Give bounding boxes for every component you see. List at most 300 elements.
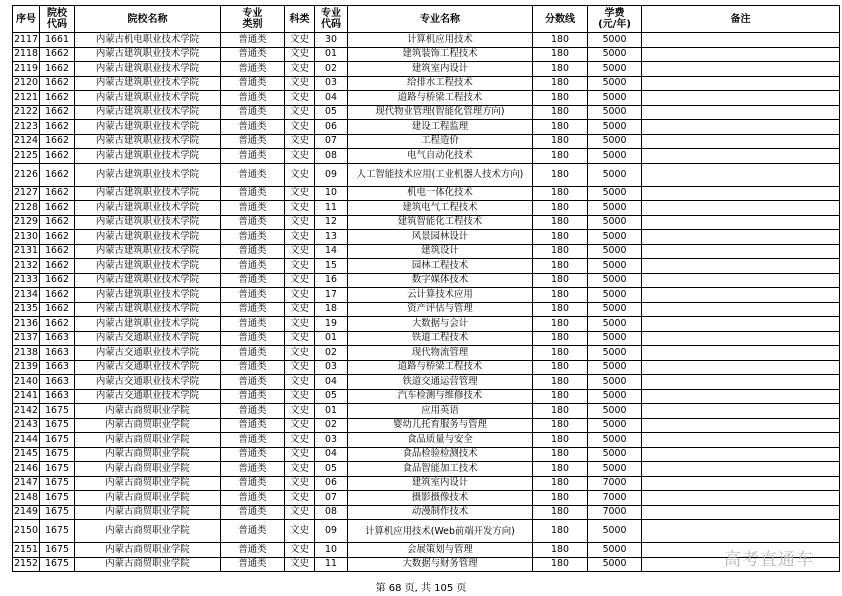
cell-major-name: 应用英语 [348, 404, 533, 419]
cell-school-code: 1662 [40, 302, 75, 317]
cell-cutoff: 180 [533, 491, 588, 506]
cell-remarks [642, 120, 840, 135]
cell-remarks [642, 462, 840, 477]
cell-seq: 2133 [13, 273, 40, 288]
cell-school-code: 1662 [40, 244, 75, 259]
cell-major-type: 普通类 [221, 317, 285, 332]
cell-subject: 文史 [285, 76, 315, 91]
cell-major-code: 02 [315, 62, 348, 77]
table-row [13, 433, 840, 448]
cell-school-code: 1663 [40, 360, 75, 375]
admission-table [12, 5, 840, 572]
cell-school-code: 1675 [40, 491, 75, 506]
cell-subject: 文史 [285, 186, 315, 201]
cell-seq: 2126 [13, 163, 40, 186]
cell-remarks [642, 47, 840, 62]
cell-major-code: 09 [315, 520, 348, 543]
cell-school-name: 内蒙古商贸职业学院 [75, 557, 221, 572]
cell-subject: 文史 [285, 476, 315, 491]
cell-major-name: 摄影摄像技术 [348, 491, 533, 506]
cell-remarks [642, 317, 840, 332]
cell-tuition: 5000 [588, 186, 642, 201]
cell-major-code: 04 [315, 375, 348, 390]
cell-tuition: 5000 [588, 230, 642, 245]
cell-school-name: 内蒙古交通职业技术学院 [75, 375, 221, 390]
cell-school-code: 1661 [40, 33, 75, 48]
cell-cutoff: 180 [533, 346, 588, 361]
cell-remarks [642, 520, 840, 543]
cell-major-code: 03 [315, 433, 348, 448]
cell-cutoff: 180 [533, 259, 588, 274]
cell-school-name: 内蒙古建筑职业技术学院 [75, 120, 221, 135]
cell-school-name: 内蒙古建筑职业技术学院 [75, 244, 221, 259]
table-body [13, 33, 840, 572]
cell-school-name: 内蒙古商贸职业学院 [75, 543, 221, 558]
cell-major-code: 11 [315, 557, 348, 572]
cell-school-name: 内蒙古交通职业技术学院 [75, 360, 221, 375]
cell-major-type: 普通类 [221, 476, 285, 491]
cell-major-name: 道路与桥梁工程技术 [348, 91, 533, 106]
cell-tuition: 5000 [588, 62, 642, 77]
cell-tuition: 7000 [588, 491, 642, 506]
table-row [13, 360, 840, 375]
cell-subject: 文史 [285, 520, 315, 543]
cell-school-name: 内蒙古建筑职业技术学院 [75, 91, 221, 106]
cell-seq: 2119 [13, 62, 40, 77]
cell-remarks [642, 346, 840, 361]
cell-school-name: 内蒙古机电职业技术学院 [75, 33, 221, 48]
cell-major-type: 普通类 [221, 201, 285, 216]
table-row [13, 244, 840, 259]
cell-subject: 文史 [285, 404, 315, 419]
cell-major-name: 资产评估与管理 [348, 302, 533, 317]
cell-tuition: 5000 [588, 447, 642, 462]
cell-school-code: 1675 [40, 418, 75, 433]
cell-seq: 2138 [13, 346, 40, 361]
cell-school-code: 1662 [40, 186, 75, 201]
cell-major-code: 05 [315, 105, 348, 120]
cell-major-type: 普通类 [221, 33, 285, 48]
cell-cutoff: 180 [533, 557, 588, 572]
header-cell-cutoff: 分数线 [533, 6, 588, 33]
table-row [13, 215, 840, 230]
cell-school-code: 1662 [40, 288, 75, 303]
cell-cutoff: 180 [533, 120, 588, 135]
cell-cutoff: 180 [533, 317, 588, 332]
cell-school-code: 1662 [40, 215, 75, 230]
cell-seq: 2144 [13, 433, 40, 448]
cell-tuition: 5000 [588, 389, 642, 404]
cell-major-name: 现代物业管理(智能化管理方向) [348, 105, 533, 120]
cell-major-name: 工程造价 [348, 134, 533, 149]
cell-subject: 文史 [285, 47, 315, 62]
cell-school-name: 内蒙古建筑职业技术学院 [75, 134, 221, 149]
cell-major-code: 15 [315, 259, 348, 274]
cell-major-code: 04 [315, 91, 348, 106]
cell-school-name: 内蒙古建筑职业技术学院 [75, 62, 221, 77]
cell-remarks [642, 331, 840, 346]
cell-major-type: 普通类 [221, 288, 285, 303]
cell-school-code: 1662 [40, 47, 75, 62]
cell-tuition: 5000 [588, 134, 642, 149]
cell-major-name: 食品质量与安全 [348, 433, 533, 448]
table-row [13, 76, 840, 91]
cell-tuition: 5000 [588, 433, 642, 448]
cell-cutoff: 180 [533, 62, 588, 77]
cell-major-type: 普通类 [221, 505, 285, 520]
table-row [13, 105, 840, 120]
table-row [13, 331, 840, 346]
cell-seq: 2151 [13, 543, 40, 558]
cell-major-code: 04 [315, 447, 348, 462]
cell-seq: 2139 [13, 360, 40, 375]
cell-tuition: 5000 [588, 375, 642, 390]
cell-major-type: 普通类 [221, 105, 285, 120]
cell-school-code: 1663 [40, 346, 75, 361]
cell-major-type: 普通类 [221, 186, 285, 201]
cell-major-name: 电气自动化技术 [348, 149, 533, 164]
cell-tuition: 5000 [588, 33, 642, 48]
cell-seq: 2145 [13, 447, 40, 462]
cell-cutoff: 180 [533, 244, 588, 259]
cell-major-name: 动漫制作技术 [348, 505, 533, 520]
cell-school-code: 1662 [40, 76, 75, 91]
cell-seq: 2140 [13, 375, 40, 390]
cell-major-name: 食品检验检测技术 [348, 447, 533, 462]
cell-major-code: 18 [315, 302, 348, 317]
document-page [12, 5, 839, 572]
cell-cutoff: 180 [533, 47, 588, 62]
cell-cutoff: 180 [533, 433, 588, 448]
cell-major-code: 19 [315, 317, 348, 332]
cell-seq: 2130 [13, 230, 40, 245]
cell-major-name: 建筑室内设计 [348, 476, 533, 491]
cell-major-code: 09 [315, 163, 348, 186]
cell-subject: 文史 [285, 389, 315, 404]
cell-tuition: 5000 [588, 331, 642, 346]
cell-school-code: 1662 [40, 273, 75, 288]
cell-cutoff: 180 [533, 462, 588, 477]
header-cell-school-name: 院校名称 [75, 6, 221, 33]
cell-tuition: 5000 [588, 520, 642, 543]
cell-school-name: 内蒙古商贸职业学院 [75, 520, 221, 543]
cell-major-type: 普通类 [221, 346, 285, 361]
table-header-row [13, 6, 840, 33]
cell-school-code: 1662 [40, 259, 75, 274]
cell-subject: 文史 [285, 134, 315, 149]
cell-cutoff: 180 [533, 230, 588, 245]
cell-seq: 2134 [13, 288, 40, 303]
cell-major-name: 会展策划与管理 [348, 543, 533, 558]
table-row [13, 91, 840, 106]
cell-remarks [642, 360, 840, 375]
cell-major-type: 普通类 [221, 215, 285, 230]
cell-subject: 文史 [285, 462, 315, 477]
cell-major-code: 12 [315, 215, 348, 230]
cell-major-name: 建筑设计 [348, 244, 533, 259]
table-row [13, 120, 840, 135]
cell-major-type: 普通类 [221, 120, 285, 135]
cell-major-type: 普通类 [221, 244, 285, 259]
cell-major-name: 大数据与财务管理 [348, 557, 533, 572]
cell-remarks [642, 505, 840, 520]
table-row [13, 186, 840, 201]
page-footer: 第 68 页, 共 105 页 [375, 583, 467, 594]
cell-school-code: 1662 [40, 134, 75, 149]
cell-school-code: 1662 [40, 91, 75, 106]
cell-tuition: 5000 [588, 120, 642, 135]
cell-remarks [642, 447, 840, 462]
cell-subject: 文史 [285, 505, 315, 520]
cell-major-code: 17 [315, 288, 348, 303]
cell-seq: 2123 [13, 120, 40, 135]
cell-subject: 文史 [285, 331, 315, 346]
cell-cutoff: 180 [533, 33, 588, 48]
cell-cutoff: 180 [533, 186, 588, 201]
cell-subject: 文史 [285, 491, 315, 506]
cell-major-name: 人工智能技术应用(工业机器人技术方向) [348, 163, 533, 186]
header-cell-remarks: 备注 [642, 6, 840, 33]
cell-major-type: 普通类 [221, 389, 285, 404]
cell-major-name: 婴幼儿托育服务与管理 [348, 418, 533, 433]
cell-cutoff: 180 [533, 543, 588, 558]
cell-major-code: 13 [315, 230, 348, 245]
cell-major-code: 01 [315, 47, 348, 62]
cell-school-code: 1662 [40, 120, 75, 135]
cell-school-code: 1662 [40, 230, 75, 245]
cell-subject: 文史 [285, 302, 315, 317]
table-row [13, 317, 840, 332]
cell-major-code: 08 [315, 505, 348, 520]
cell-seq: 2148 [13, 491, 40, 506]
cell-tuition: 5000 [588, 259, 642, 274]
cell-major-type: 普通类 [221, 543, 285, 558]
cell-subject: 文史 [285, 375, 315, 390]
cell-school-name: 内蒙古建筑职业技术学院 [75, 288, 221, 303]
cell-major-name: 建筑智能化工程技术 [348, 215, 533, 230]
cell-major-name: 食品智能加工技术 [348, 462, 533, 477]
cell-major-code: 06 [315, 120, 348, 135]
cell-seq: 2117 [13, 33, 40, 48]
cell-subject: 文史 [285, 163, 315, 186]
cell-tuition: 5000 [588, 288, 642, 303]
cell-major-type: 普通类 [221, 163, 285, 186]
cell-major-type: 普通类 [221, 230, 285, 245]
header-cell-tuition: 学费 (元/年) [588, 6, 642, 33]
cell-school-code: 1663 [40, 331, 75, 346]
cell-remarks [642, 201, 840, 216]
cell-seq: 2141 [13, 389, 40, 404]
cell-major-type: 普通类 [221, 360, 285, 375]
cell-school-name: 内蒙古商贸职业学院 [75, 418, 221, 433]
table-row [13, 491, 840, 506]
cell-remarks [642, 230, 840, 245]
cell-major-code: 03 [315, 360, 348, 375]
cell-major-code: 06 [315, 476, 348, 491]
table-row [13, 557, 840, 572]
cell-cutoff: 180 [533, 389, 588, 404]
table-row [13, 201, 840, 216]
cell-school-name: 内蒙古交通职业技术学院 [75, 331, 221, 346]
cell-remarks [642, 33, 840, 48]
cell-school-name: 内蒙古商贸职业学院 [75, 491, 221, 506]
cell-seq: 2128 [13, 201, 40, 216]
cell-seq: 2136 [13, 317, 40, 332]
cell-cutoff: 180 [533, 418, 588, 433]
cell-remarks [642, 163, 840, 186]
cell-school-code: 1662 [40, 317, 75, 332]
cell-major-code: 07 [315, 491, 348, 506]
table-row [13, 302, 840, 317]
cell-major-type: 普通类 [221, 273, 285, 288]
cell-school-name: 内蒙古建筑职业技术学院 [75, 47, 221, 62]
cell-tuition: 5000 [588, 302, 642, 317]
cell-remarks [642, 134, 840, 149]
cell-subject: 文史 [285, 149, 315, 164]
table-row [13, 389, 840, 404]
cell-tuition: 5000 [588, 244, 642, 259]
cell-seq: 2122 [13, 105, 40, 120]
cell-major-type: 普通类 [221, 134, 285, 149]
cell-subject: 文史 [285, 447, 315, 462]
cell-remarks [642, 149, 840, 164]
cell-remarks [642, 244, 840, 259]
table-row [13, 375, 840, 390]
cell-subject: 文史 [285, 543, 315, 558]
table-row [13, 520, 840, 543]
cell-cutoff: 180 [533, 302, 588, 317]
cell-school-name: 内蒙古交通职业技术学院 [75, 346, 221, 361]
cell-seq: 2118 [13, 47, 40, 62]
cell-seq: 2150 [13, 520, 40, 543]
cell-tuition: 5000 [588, 149, 642, 164]
cell-school-code: 1675 [40, 520, 75, 543]
cell-school-name: 内蒙古商贸职业学院 [75, 433, 221, 448]
cell-remarks [642, 491, 840, 506]
cell-cutoff: 180 [533, 91, 588, 106]
cell-major-type: 普通类 [221, 375, 285, 390]
cell-subject: 文史 [285, 215, 315, 230]
cell-school-name: 内蒙古商贸职业学院 [75, 447, 221, 462]
cell-major-type: 普通类 [221, 520, 285, 543]
cell-school-code: 1662 [40, 105, 75, 120]
cell-tuition: 5000 [588, 76, 642, 91]
cell-tuition: 5000 [588, 201, 642, 216]
cell-major-type: 普通类 [221, 433, 285, 448]
table-row [13, 149, 840, 164]
cell-major-type: 普通类 [221, 302, 285, 317]
cell-major-code: 01 [315, 331, 348, 346]
cell-tuition: 5000 [588, 418, 642, 433]
cell-tuition: 7000 [588, 505, 642, 520]
cell-remarks [642, 62, 840, 77]
cell-subject: 文史 [285, 244, 315, 259]
cell-seq: 2143 [13, 418, 40, 433]
cell-school-code: 1675 [40, 404, 75, 419]
cell-seq: 2120 [13, 76, 40, 91]
cell-major-name: 汽车检测与维修技术 [348, 389, 533, 404]
cell-seq: 2124 [13, 134, 40, 149]
table-row [13, 259, 840, 274]
cell-school-name: 内蒙古建筑职业技术学院 [75, 105, 221, 120]
cell-seq: 2135 [13, 302, 40, 317]
header-cell-subject: 科类 [285, 6, 315, 33]
cell-subject: 文史 [285, 273, 315, 288]
cell-major-name: 大数据与会计 [348, 317, 533, 332]
cell-school-name: 内蒙古建筑职业技术学院 [75, 149, 221, 164]
header-cell-major-code: 专业 代码 [315, 6, 348, 33]
watermark-badge: 高考直通车 [724, 550, 814, 570]
cell-tuition: 5000 [588, 273, 642, 288]
cell-seq: 2146 [13, 462, 40, 477]
cell-cutoff: 180 [533, 105, 588, 120]
cell-tuition: 5000 [588, 557, 642, 572]
cell-cutoff: 180 [533, 520, 588, 543]
cell-subject: 文史 [285, 317, 315, 332]
cell-major-type: 普通类 [221, 491, 285, 506]
cell-cutoff: 180 [533, 149, 588, 164]
cell-subject: 文史 [285, 120, 315, 135]
cell-seq: 2149 [13, 505, 40, 520]
cell-school-name: 内蒙古建筑职业技术学院 [75, 163, 221, 186]
cell-major-type: 普通类 [221, 557, 285, 572]
table-row [13, 346, 840, 361]
table-row [13, 447, 840, 462]
cell-cutoff: 180 [533, 447, 588, 462]
cell-remarks [642, 375, 840, 390]
cell-major-type: 普通类 [221, 259, 285, 274]
cell-school-name: 内蒙古建筑职业技术学院 [75, 230, 221, 245]
cell-tuition: 5000 [588, 462, 642, 477]
cell-major-type: 普通类 [221, 462, 285, 477]
cell-remarks [642, 433, 840, 448]
cell-cutoff: 180 [533, 201, 588, 216]
cell-school-name: 内蒙古建筑职业技术学院 [75, 201, 221, 216]
cell-major-name: 园林工程技术 [348, 259, 533, 274]
cell-major-name: 计算机应用技术 [348, 33, 533, 48]
cell-school-name: 内蒙古建筑职业技术学院 [75, 259, 221, 274]
cell-tuition: 5000 [588, 346, 642, 361]
cell-school-code: 1675 [40, 433, 75, 448]
cell-school-code: 1663 [40, 389, 75, 404]
cell-subject: 文史 [285, 346, 315, 361]
cell-major-type: 普通类 [221, 418, 285, 433]
header-cell-seq: 序号 [13, 6, 40, 33]
table-row [13, 476, 840, 491]
table-row [13, 33, 840, 48]
cell-cutoff: 180 [533, 288, 588, 303]
cell-remarks [642, 302, 840, 317]
cell-major-type: 普通类 [221, 331, 285, 346]
cell-major-code: 01 [315, 404, 348, 419]
cell-major-code: 30 [315, 33, 348, 48]
cell-seq: 2137 [13, 331, 40, 346]
cell-remarks [642, 476, 840, 491]
table-row [13, 230, 840, 245]
cell-major-code: 02 [315, 418, 348, 433]
cell-remarks [642, 91, 840, 106]
table-row [13, 418, 840, 433]
cell-subject: 文史 [285, 33, 315, 48]
cell-major-name: 云计算技术应用 [348, 288, 533, 303]
cell-major-type: 普通类 [221, 149, 285, 164]
table-row [13, 288, 840, 303]
cell-major-code: 02 [315, 346, 348, 361]
table-row [13, 462, 840, 477]
cell-major-name: 数字媒体技术 [348, 273, 533, 288]
cell-seq: 2152 [13, 557, 40, 572]
cell-major-type: 普通类 [221, 404, 285, 419]
